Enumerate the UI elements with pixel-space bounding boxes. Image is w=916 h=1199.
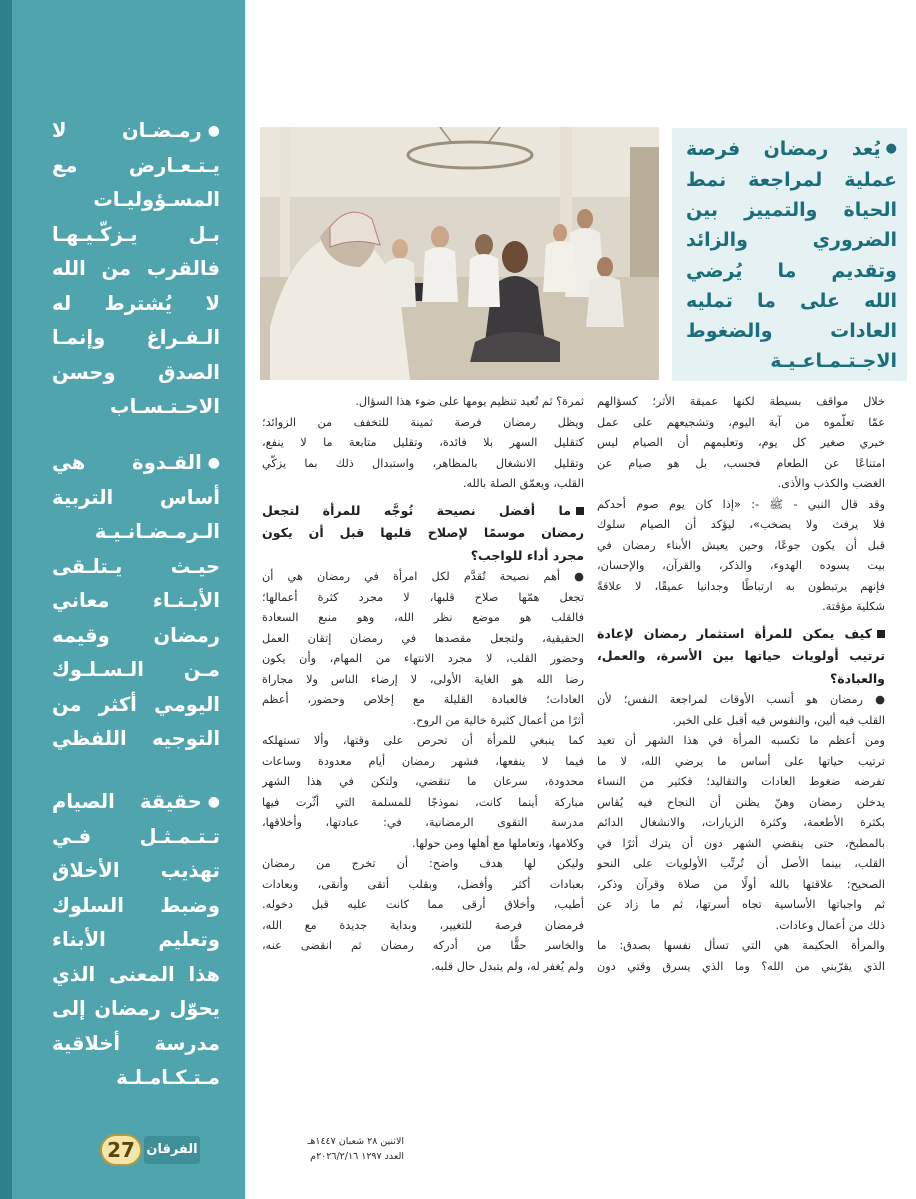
- line-text: بكثرة الأطعمة، وكثرة الزيارات، والانشغال الدائم: [597, 816, 885, 829]
- body-text-line: [597, 454, 885, 475]
- line-text: ذلك من أعمال وعادات.: [775, 918, 885, 932]
- body-text-line: [597, 752, 885, 773]
- line-text: شكلية مؤقتة.: [822, 600, 885, 613]
- line-text: والعبادة؟: [829, 670, 885, 686]
- body-text-line: [262, 936, 584, 957]
- line-text: مدرسة التقوى الرمضانية، في: عبادتها، وأخلاقها،: [262, 816, 584, 829]
- page-number: 27: [100, 1134, 142, 1166]
- highlight-line: لا يُشترط له: [52, 291, 220, 315]
- highlight-line: الأبـنـاء معاني: [52, 589, 220, 613]
- highlight-line: الصدق وحسن: [52, 360, 220, 384]
- highlight-line: تـتـمـثـل فـي: [52, 824, 220, 848]
- pull-quote-line: الحياة والتمييز بين: [686, 198, 897, 221]
- line-text: ترتيب أولويات حياتها بين الأسرة، والعمل،: [597, 648, 885, 663]
- line-text: الذي يقرّبني من الله؟ وما الذي يسرق وقتي دون: [597, 959, 885, 973]
- issue-number: العدد ١٢٩٧ ٢٠٢٦/٢/١٦م: [310, 1151, 404, 1162]
- line-text: رضا الله هو الغاية الأولى، لا إرضاء الناس ولا مجاراة: [262, 672, 584, 686]
- line-text: وتقليل الانشغال بالمظاهر، واستبدال ذلك بما يزكّي: [262, 456, 584, 470]
- pull-quote-line: ●يُعد رمضان فرصة: [686, 134, 897, 165]
- line-text: ومن أعظم ما تكسبه المرأة في هذا الشهر أن تعيد: [597, 734, 885, 747]
- body-text-line: [597, 413, 885, 434]
- highlight-line: ●رمـضـان لا: [52, 114, 220, 149]
- body-text-line: [262, 392, 584, 413]
- highlight-line: ●القـدوة هي: [52, 446, 220, 481]
- line-text: يدخلن رمضان وهنّ يظنن أن النجاح فيه يُقاس: [597, 795, 885, 809]
- highlight-line: الـرمـضـانـيـة: [94, 520, 220, 544]
- issue-date: الاثنين ٢٨ شعبان ١٤٤٧هـ: [307, 1136, 404, 1147]
- line-text: رمضان موسمًا لإصلاح قلبها قبل أن يكون: [262, 525, 584, 540]
- body-text-line: [597, 474, 885, 495]
- line-text: الصحيح: علاقتها بالله أولًا من صلاة وقرآن وذكر،: [597, 877, 885, 891]
- question-heading-line: [262, 500, 584, 523]
- article-column-left: [262, 392, 584, 977]
- line-text: ويظل رمضان فرصة ثمينة للتخفف من الزوائد؛: [262, 415, 584, 429]
- line-text: ما أفضل نصيحة تُوجَّه للمرأة لتجعل: [262, 502, 571, 518]
- question-heading-line: [597, 645, 885, 668]
- highlight-line: اليومي أكثر من: [52, 692, 220, 716]
- line-text: وليكن لها هدف واضح: أن تخرج من رمضان: [262, 857, 584, 870]
- highlight-block-1: [52, 114, 220, 425]
- body-text-line: [597, 556, 885, 577]
- body-text-line: [262, 474, 584, 495]
- issue-info: [204, 1134, 404, 1164]
- highlight-line: الـفـراغ وإنمـا: [52, 326, 220, 350]
- line-text: وحضور القلب، لا مجرد الانتهاء من المهام، وأن يكون: [262, 652, 584, 665]
- body-text-line: [262, 670, 584, 691]
- body-text-line: [597, 916, 885, 937]
- highlight-line: يـتـعـارض مع: [52, 153, 220, 177]
- body-text-line: [597, 895, 885, 916]
- line-text: القلب فيه ألين، والنفوس فيه أقبل على الخير.: [672, 713, 885, 727]
- line-text: الحقيقية، ولتجعل مقصدها في رمضان إتقان العمل: [262, 631, 584, 645]
- body-text-line: [262, 895, 584, 916]
- highlight-line: هذا المعنى الذي: [52, 962, 220, 986]
- line-text: محدودة، سرعان ما تنقضي، ولتكن في هذا الشهر: [262, 775, 584, 788]
- body-text-line: [597, 957, 885, 978]
- square-bullet-icon: [877, 630, 885, 638]
- highlight-line: بـل يـزكّـيـهـا: [52, 222, 220, 246]
- pull-quote: [672, 128, 907, 381]
- body-text-line: [262, 608, 584, 629]
- body-text-line: [262, 731, 584, 752]
- body-text-line: [597, 536, 885, 557]
- body-text-line: [597, 834, 885, 855]
- highlight-line: المسـؤوليـات: [93, 188, 220, 212]
- body-text-line: [262, 690, 584, 711]
- line-text: ● أهم نصيحة تُقدَّم لكل امرأة في رمضان هي أن: [262, 570, 584, 583]
- pull-quote-line: الله على ما تمليه: [686, 289, 897, 312]
- line-text: وكلامها، وتعاملها مع أهلها ومن حولها.: [412, 836, 584, 850]
- pull-quote-line: الاجـتـمـاعـيـة: [770, 350, 897, 373]
- line-text: فيما لا ينفعها، فشهر رمضان أيام معدودة وساعات: [262, 754, 584, 768]
- body-text-line: [262, 752, 584, 773]
- body-text-line: [597, 875, 885, 896]
- body-text-line: [597, 597, 885, 618]
- highlight-line: يحوّل رمضان إلى: [52, 997, 220, 1021]
- highlight-line: حيـث يـتلـقى: [52, 554, 220, 578]
- body-text-line: [262, 834, 584, 855]
- body-text-line: [262, 567, 584, 588]
- square-bullet-icon: [576, 507, 584, 515]
- line-text: كيف يمكن للمرأة استثمار رمضان لإعادة: [597, 625, 872, 641]
- magazine-logo: الفرقان: [144, 1136, 200, 1164]
- body-text-line: [262, 711, 584, 732]
- line-text: ● رمضان هو أنسب الأوقات لمراجعة النفس؛ لأن: [597, 693, 885, 706]
- highlight-block-3: [52, 785, 220, 1096]
- line-text: ثمرة؟ ثم تُعيد تنظيم يومها على ضوء هذا السؤال.: [355, 395, 584, 408]
- question-heading-line: [597, 668, 885, 691]
- body-text-line: [597, 515, 885, 536]
- line-text: خلال مواقف بسيطة لكنها عميقة الأثر؛ كسؤالهم: [597, 395, 885, 408]
- body-text-line: [262, 629, 584, 650]
- body-text-line: [597, 793, 885, 814]
- body-text-line: [262, 588, 584, 609]
- highlight-line: وضبط السلوك: [52, 893, 220, 917]
- line-text: كما ينبغي للمرأة أن تحرص على وقتها، وألا تستهلكه: [262, 734, 584, 747]
- body-text-line: [597, 731, 885, 752]
- line-text: فلا يرفث ولا يصخب»، ليؤكد أن الصيام سلوك: [597, 518, 885, 531]
- line-text: فرمضان فرصة للتغيير، وبداية جديدة مع الله،: [262, 918, 584, 932]
- highlight-line: تهذيب الأخلاق: [52, 859, 220, 883]
- body-text-line: [262, 454, 584, 475]
- line-text: أطيب، وأخلاق أرقى مما كانت عليه قبل دخوله.: [262, 898, 584, 911]
- line-text: أثرًا من أعمال كثيرة خالية من الروح.: [412, 713, 584, 727]
- photo-illustration: [260, 127, 659, 380]
- line-text: قبل أن يكون جوعًا، وحين يعيش الأبناء رمضان في: [597, 538, 885, 552]
- highlight-line: مـتـكـامـلـة: [116, 1066, 220, 1090]
- line-text: والمرأة الحكيمة هي التي تسأل نفسها بصدق: ما: [597, 939, 885, 952]
- bullet-icon: ●: [207, 123, 220, 140]
- body-text-line: [597, 577, 885, 598]
- body-text-line: [597, 690, 885, 711]
- line-text: مباركة أينما كانت، نموذجًا للمسلمة التي أثّرت فيها: [262, 795, 584, 809]
- line-text: مجرد أداء للواجب؟: [470, 547, 584, 563]
- bullet-icon: ●: [207, 455, 220, 472]
- line-text: الغضب والكذب والأذى.: [777, 477, 885, 490]
- pull-quote-line: وتقديم ما يُرضي: [686, 259, 897, 282]
- line-text: فالقلب هو موضع نظر الله، وهو منبع السعادة: [262, 611, 584, 624]
- mosque-photo: [260, 127, 659, 380]
- highlight-line: أساس التربية: [52, 485, 220, 509]
- body-text-line: [262, 957, 584, 978]
- highlight-line: مدرسة أخلاقية: [52, 1031, 220, 1055]
- highlight-line: ●حقيقة الصيام: [52, 785, 220, 820]
- body-text-line: [262, 413, 584, 434]
- line-text: بيت يسوده الهدوء، والذكر، والقرآن، والإحسان،: [597, 559, 885, 572]
- highlight-line: فالقرب من الله: [52, 257, 220, 281]
- body-text-line: [262, 875, 584, 896]
- line-text: بالمطبخ، حتى ينقضي الشهر دون أن يترك أثرًا في: [597, 836, 885, 850]
- article-column-right: [597, 392, 885, 977]
- line-text: تفرضه ضغوط العادات والتقاليد؛ فكثير من النساء: [597, 775, 885, 788]
- highlight-line: رمضان وقيمه: [52, 623, 220, 647]
- line-text: امتناعًا عن الطعام فحسب، بل هو صيام عن: [597, 456, 885, 470]
- edge-strip: [0, 0, 12, 1199]
- body-text-line: [262, 793, 584, 814]
- highlight-line: التوجيه اللفظي: [52, 727, 220, 751]
- body-text-line: [597, 936, 885, 957]
- body-text-line: [597, 772, 885, 793]
- body-text-line: [262, 649, 584, 670]
- body-text-line: [262, 772, 584, 793]
- question-heading-line: [262, 522, 584, 545]
- highlight-block-2: [52, 446, 220, 757]
- line-text: تجعل همّها صلاح قلبها، لا مجرد كثرة أعمالها؛: [262, 590, 584, 604]
- question-heading-line: [262, 545, 584, 568]
- pull-quote-line: الضروري والزائد: [686, 229, 897, 252]
- line-text: خيري صغير كل يوم، وتعليمهم أن الصيام ليس: [597, 436, 885, 449]
- line-text: ترتيب حياتها على أساس ما يرضي الله، لا ما: [597, 754, 885, 768]
- body-text-line: [597, 711, 885, 732]
- question-heading-line: [597, 623, 885, 646]
- highlight-line: وتعليم الأبناء: [52, 928, 220, 952]
- body-text-line: [597, 813, 885, 834]
- line-text: كتقليل السهر بلا فائدة، وتقليل متابعة ما لا ينفع،: [262, 436, 584, 449]
- body-text-line: [597, 495, 885, 516]
- line-text: القلب، بينما الأصل أن تُرتِّب الأولويات على النحو: [597, 857, 885, 870]
- line-text: وقد قال النبي - ﷺ -: «إذا كان يوم صوم أحدكم: [597, 497, 885, 511]
- body-text-line: [597, 854, 885, 875]
- line-text: عمّا تعلّموه من آية اليوم، وتشجيعهم على عمل: [597, 415, 885, 429]
- line-text: ولم يُغفر له، ولم يتبدل حال قلبه.: [431, 959, 584, 973]
- body-text-line: [262, 854, 584, 875]
- bullet-icon: ●: [885, 141, 897, 157]
- sidebar-highlights: [12, 0, 245, 1199]
- body-text-line: [262, 813, 584, 834]
- bullet-icon: ●: [207, 794, 220, 811]
- line-text: ثم واجباتها الأساسية تجاه أسرتها، ثم ما زاد عن: [597, 898, 885, 911]
- highlight-line: الاحـتـسـاب: [110, 395, 220, 419]
- pull-quote-line: عملية لمراجعة نمط: [686, 168, 897, 191]
- highlight-line: مـن الـسـلـوك: [52, 658, 220, 682]
- body-text-line: [597, 392, 885, 413]
- line-text: القلب، ويعمّق الصلة بالله.: [462, 477, 584, 490]
- body-text-line: [262, 433, 584, 454]
- body-text-line: [262, 916, 584, 937]
- line-text: بعبادات أكثر وأفضل، وبقلب أتقى وأنقى، وبعادات: [262, 877, 584, 891]
- line-text: والخاسر حقًّا من أدركه رمضان ثم انقضى عنه،: [262, 939, 584, 952]
- pull-quote-line: العادات والضغوط: [686, 320, 897, 343]
- body-text-line: [597, 433, 885, 454]
- line-text: فإنهم يرتبطون به ارتباطًا وجدانيا عميقًا، لا علاقةً: [597, 579, 885, 593]
- line-text: العادات؛ فالعبادة القليلة مع إخلاص وحضور، أعظم: [262, 693, 584, 706]
